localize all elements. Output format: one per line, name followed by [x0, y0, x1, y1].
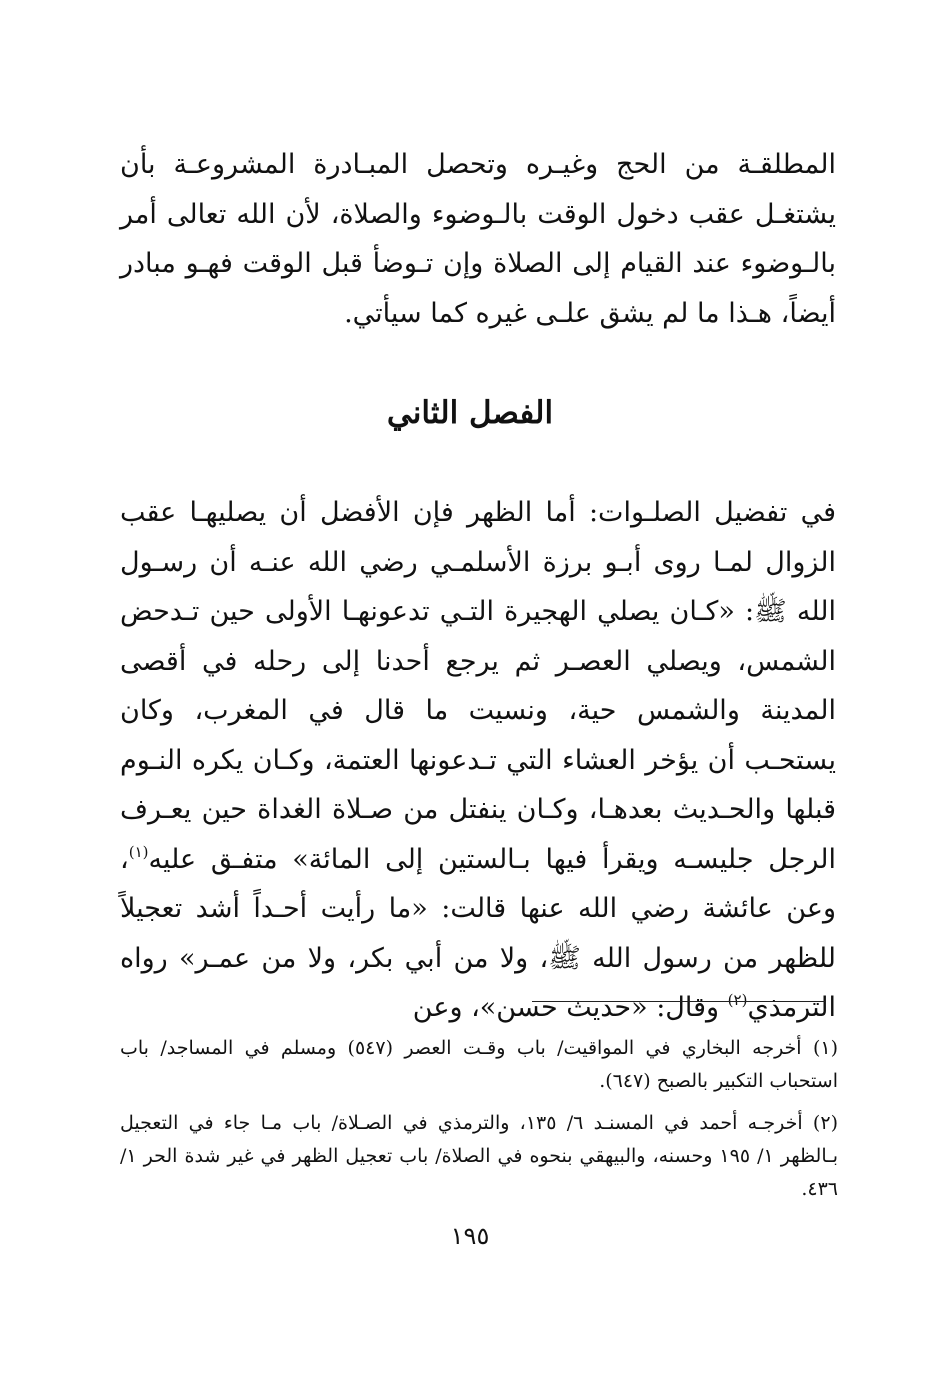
- paragraph-text-part1: في تفضيل الصلـوات: أما الظهر فإن الأفضل أن يصليهـا عقب الزوال لمـا روى أبـو برزة الأسلمـي رضي الله عنـه أن رسـول الله ﷺ: «كـان يصلي الهجيرة التـي تدعونهـا الأولى حين تـدحض الشمس، ويصلي العصـر ثم يرجع أحدنا إلى رحله في أقصى المدينة والشمس حية، ونسيت ما قال في المغرب، وكان يستحـب أن يؤخر العشاء التي تـدعونها العتمة، وكـان يكره النـوم قبلها والحـديث بعدهـا، وكـان ينفتل من صـلاة الغداة حين يعـرف الرجل جليسـه ويقرأ فيها بـالستين إلى المائة» متفـق عليه: [120, 497, 836, 875]
- footnote-reference-1: (١): [128, 842, 149, 861]
- footnote-1: (١) أخرجه البخاري في المواقيت/ باب وقـت العصر (٥٤٧) ومسلم في المساجد/ باب استحباب التكبير بالصبح (٦٤٧).: [120, 1037, 839, 1092]
- paragraph-text-part2: ، وعن عائشة رضي الله عنها قالت: «ما رأيت أحـداً أشد تعجيلاً للظهر من رسول الله ﷺ، ولا من أبي بكر، ولا من عمـر» رواه الترمذي: [120, 843, 836, 1023]
- page-number: ١٩٥: [450, 1222, 490, 1250]
- body-paragraph-second-chapter: [120, 488, 836, 1033]
- footnote-reference-2: (٢): [727, 991, 748, 1009]
- footnote-2: (٢) أخرجـه أحمد في المسنـد ٦/ ١٣٥، والترمذي في الصـلاة/ باب مـا جاء في التعجيل بـالظهر ١/ ١٩٥ وحسنه، والبيهقي بنحوه في الصلاة/ باب تعجيل الظهر في غير شدة الحر ١/ ٤٣٦.: [120, 1112, 838, 1200]
- body-paragraph-continuation: المطلقـة من الحج وغيـره وتحصل المبـادرة المشروعـة بأن يشتغـل عقب دخول الوقت بالـوضوء والصلاة، لأن الله تعالى أمر بالـوضوء عند القيام إلى الصلاة وإن تـوضأ قبل الوقت فهـو مبادر أيضاً، هـذا ما لم يشق علـى غيره كما سيأتي.: [120, 149, 836, 329]
- section-heading: الفصل الثاني: [386, 395, 554, 431]
- paragraph-text-part3: وقال: «حديث حسن»، وعن: [412, 992, 728, 1023]
- footnote-separator: [532, 1001, 826, 1002]
